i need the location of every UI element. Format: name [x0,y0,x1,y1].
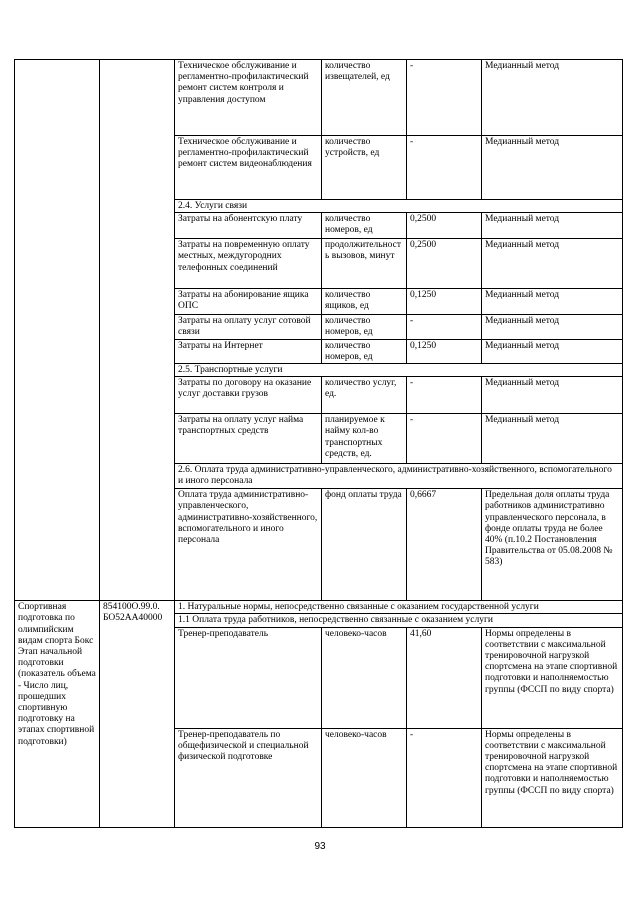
norm-value: 0,2500 [407,213,482,239]
norm-value: 0,1250 [407,289,482,315]
section-row [15,601,623,614]
unit-of-measure: планируемое к найму кол-во транспортных средств, ед. [322,414,407,464]
unit-of-measure: количество номеров, ед [322,315,407,339]
unit-of-measure: количество номеров, ед [322,213,407,239]
norm-value: 41,60 [407,627,482,728]
method-cell: Медианный метод [482,289,623,315]
cost-name: Затраты на оплату услуг найма транспортных средств [175,414,322,464]
method-cell: Медианный метод [482,136,623,200]
norm-value: 0,1250 [407,339,482,363]
cost-name: Оплата труда административно-управленческого, административно-хозяйственного, вспомогательного и иного персонала [175,489,322,601]
code-cell: 854100О.99.0. БО52АА40000 [100,601,175,827]
service-cell [15,60,100,601]
cost-name: Затраты на оплату услуг сотовой связи [175,315,322,339]
method-cell: Нормы определены в соответствии с максимальной тренировочной нагрузкой спортсмена на этапе спортивной подготовки и наполняемостью группы (ФССП по виду спорта) [482,728,623,827]
cost-name: Затраты на Интернет [175,339,322,363]
norm-value: 0,2500 [407,239,482,289]
method-cell: Медианный метод [482,414,623,464]
cost-name: Тренер-преподаватель по общефизической и специальной физической подготовке [175,728,322,827]
cost-name: Затраты на абонирование ящика ОПС [175,289,322,315]
cost-name: Тренер-преподаватель [175,627,322,728]
table-row [15,60,623,136]
norms-table [14,59,623,828]
unit-of-measure: количество ящиков, ед [322,289,407,315]
method-cell: Предельная доля оплаты труда работников административно управленческого персонала, в фонде оплаты труда не более 40% (п.10.2 Постановления Правительства от 05.08.2008 № 583) [482,489,623,601]
unit-of-measure: человеко-часов [322,627,407,728]
unit-of-measure: человеко-часов [322,728,407,827]
method-cell: Медианный метод [482,239,623,289]
service-cell: Спортивная подготовка по олимпийским видам спорта Бокс Этап начальной подготовки (показатель объема - Число лиц, прошедших спортивную подготовку на этапах спортивной подготовки) [15,601,100,827]
cost-name: Техническое обслуживание и регламентно-профилактический ремонт систем контроля и управления доступом [175,60,322,136]
unit-of-measure: количество услуг, ед. [322,377,407,414]
section-heading: 2.4. Услуги связи [175,200,623,213]
code-cell [100,60,175,601]
unit-of-measure: количество извещателей, ед [322,60,407,136]
method-cell: Медианный метод [482,213,623,239]
unit-of-measure: количество устройств, ед [322,136,407,200]
section-heading: 2.5. Транспортные услуги [175,364,623,377]
norm-value: - [407,136,482,200]
page-number: 93 [314,841,326,852]
method-cell: Медианный метод [482,315,623,339]
unit-of-measure: количество номеров, ед [322,339,407,363]
unit-of-measure: фонд оплаты труда [322,489,407,601]
cost-name: Затраты по договору на оказание услуг доставки грузов [175,377,322,414]
method-cell: Медианный метод [482,339,623,363]
method-cell: Нормы определены в соответствии с максимальной тренировочной нагрузкой спортсмена на этапе спортивной подготовки и наполняемостью группы (ФССП по виду спорта) [482,627,623,728]
method-cell: Медианный метод [482,377,623,414]
unit-of-measure: продолжительность вызовов, минут [322,239,407,289]
cost-name: Затраты на абонентскую плату [175,213,322,239]
norm-value: - [407,377,482,414]
norm-value: - [407,728,482,827]
section-heading: 1.1 Оплата труда работников, непосредственно связанные с оказанием услуги [175,614,623,627]
cost-name: Техническое обслуживание и регламентно-профилактический ремонт систем видеонаблюдения [175,136,322,200]
norm-value: - [407,414,482,464]
cost-name: Затраты на повременную оплату местных, междугородних телефонных соединений [175,239,322,289]
section-heading: 2.6. Оплата труда административно-управленческого, административно-хозяйственного, вспомогательного и иного персонала [175,464,623,489]
norm-value: - [407,315,482,339]
section-heading: 1. Натуральные нормы, непосредственно связанные с оказанием государственной услуги [175,601,623,614]
norm-value: 0,6667 [407,489,482,601]
method-cell: Медианный метод [482,60,623,136]
norm-value: - [407,60,482,136]
